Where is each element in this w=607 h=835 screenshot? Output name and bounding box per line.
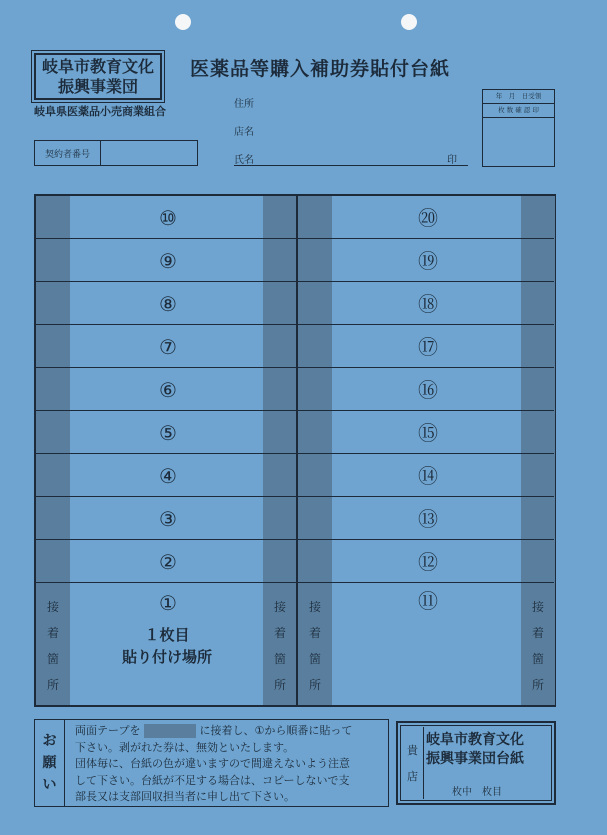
slot-number: ⑳ [418, 206, 438, 230]
punch-hole-right [401, 14, 417, 30]
slot-number: ⑪ [418, 589, 438, 613]
union-name: 岐阜県医薬品小売商業組合 [34, 105, 166, 118]
slot-number: ④ [159, 464, 177, 488]
name-label: 氏名 [234, 155, 254, 166]
seal-label: 印 [447, 155, 457, 166]
row-line [36, 453, 554, 454]
name-underline [234, 165, 468, 166]
shop-sheet-name: 岐阜市教育文化 振興事業団台紙 [426, 732, 524, 767]
org-line2: 振興事業団 [57, 76, 138, 96]
center-divider [296, 196, 299, 705]
notice-heading: お 願 い [35, 720, 65, 806]
org-box [34, 53, 162, 100]
coupon-grid [34, 194, 556, 707]
row-line [36, 281, 554, 282]
receipt-stamp-box [482, 89, 555, 167]
slot-number: ⑰ [418, 335, 438, 359]
slot-number: ① [159, 591, 177, 615]
slot-number: ⑯ [418, 378, 438, 402]
slot-number: ⑮ [418, 421, 438, 445]
slot-number: ⑫ [418, 550, 438, 574]
slot-number: ⑤ [159, 421, 177, 445]
first-slot-label: １枚目 貼り付け場所 [121, 626, 212, 666]
punch-hole-left [175, 14, 191, 30]
slot-number: ⑩ [159, 206, 177, 230]
row-line [36, 539, 554, 540]
slot-number: ⑱ [418, 292, 438, 316]
slot-number: ⑭ [418, 464, 438, 488]
attach-label: 接 着 箇 所 [531, 600, 544, 692]
slot-number: ⑧ [159, 292, 177, 316]
contract-input[interactable] [101, 141, 197, 165]
slot-number: ② [159, 550, 177, 574]
slot-number: ⑲ [418, 249, 438, 273]
stamp-row-date: 年 月 日受領 [483, 90, 554, 104]
slot-number: ⑥ [159, 378, 177, 402]
shop-box [396, 721, 556, 805]
slot-number: ⑨ [159, 249, 177, 273]
tape-sample [144, 724, 196, 738]
row-line [36, 496, 554, 497]
page-title: 医薬品等購入補助券貼付台紙 [190, 58, 451, 80]
slot-number: ③ [159, 507, 177, 531]
attach-label: 接 着 箇 所 [46, 600, 59, 692]
row-line [36, 324, 554, 325]
row-line [36, 238, 554, 239]
contract-number-field[interactable] [34, 140, 198, 166]
shop-side-label: 貴 店 [402, 727, 424, 799]
row-line [36, 582, 554, 583]
stamp-row-confirm: 枚 数 確 認 印 [483, 104, 554, 118]
row-line [36, 410, 554, 411]
shop-label: 店名 [234, 127, 254, 138]
notice-text: 両面テープを に接着し、①から順番に貼って 下さい。剥がれた券は、無効といたします。 団体毎に、台紙の色が違いますので間違えないよう注意 して下さい。台紙が不足する場合は、コピーしないで支 部長又は支部回収担当者に申し出て下さい。 [75, 724, 353, 803]
contract-label: 契約者番号 [35, 141, 101, 165]
attach-label: 接 着 箇 所 [273, 600, 286, 692]
row-line [36, 367, 554, 368]
org-line1: 岐阜市教育文化 [41, 56, 154, 76]
notice-box [34, 719, 389, 807]
slot-number: ⑦ [159, 335, 177, 359]
slot-number: ⑬ [418, 507, 438, 531]
sheet-count: 枚中 枚目 [452, 787, 502, 798]
address-label: 住所 [234, 99, 254, 110]
attach-label: 接 着 箇 所 [308, 600, 321, 692]
